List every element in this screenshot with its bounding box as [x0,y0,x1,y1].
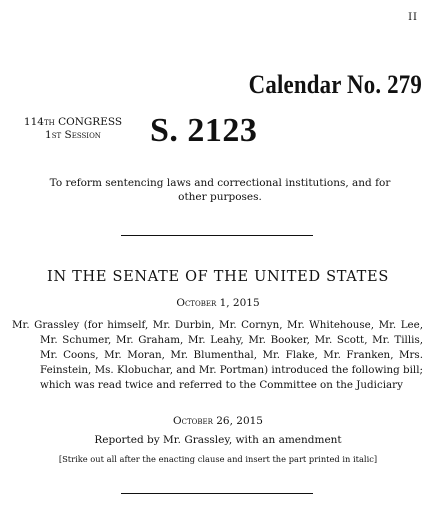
document-version-mark: II [408,12,418,23]
bill-number: S. 2123 [150,112,258,149]
divider-bottom [121,493,313,494]
congress-label: 114th CONGRESS [23,116,123,128]
amendment-instruction: [Strike out all after the enacting clause and insert the part printed in italic] [58,454,378,464]
calendar-number: Calendar No. 279 [248,70,422,99]
chamber-heading: IN THE SENATE OF THE UNITED STATES [47,269,389,285]
reported-line: Reported by Mr. Grassley, with an amendment [94,434,342,446]
congress-session-block [18,116,128,142]
introduction-paragraph [12,318,423,393]
divider-top [121,235,313,236]
bill-purpose: To reform sentencing laws and correctional institutions, and for other purposes. [49,177,391,203]
introduction-date: October 1, 2015 [176,297,260,309]
report-date: October 26, 2015 [173,415,263,427]
session-label: 1st Session [45,129,101,141]
introduction-text: Mr. Grassley (for himself, Mr. Durbin, Mr. Cornyn, Mr. Whitehouse, Mr. Lee, Mr. Schumer, Mr. Graham, Mr. Leahy, Mr. Booker, Mr. Scott, Mr. Tillis, Mr. Coons, Mr. Moran, Mr. Blumenthal, Mr. Flake, Mr. Franken, Mrs. Feinstein, Ms. Klobuchar, and Mr. Portman) introduced the following bill; which was read twice and referred to the Committee on the Judiciary [12,319,423,391]
